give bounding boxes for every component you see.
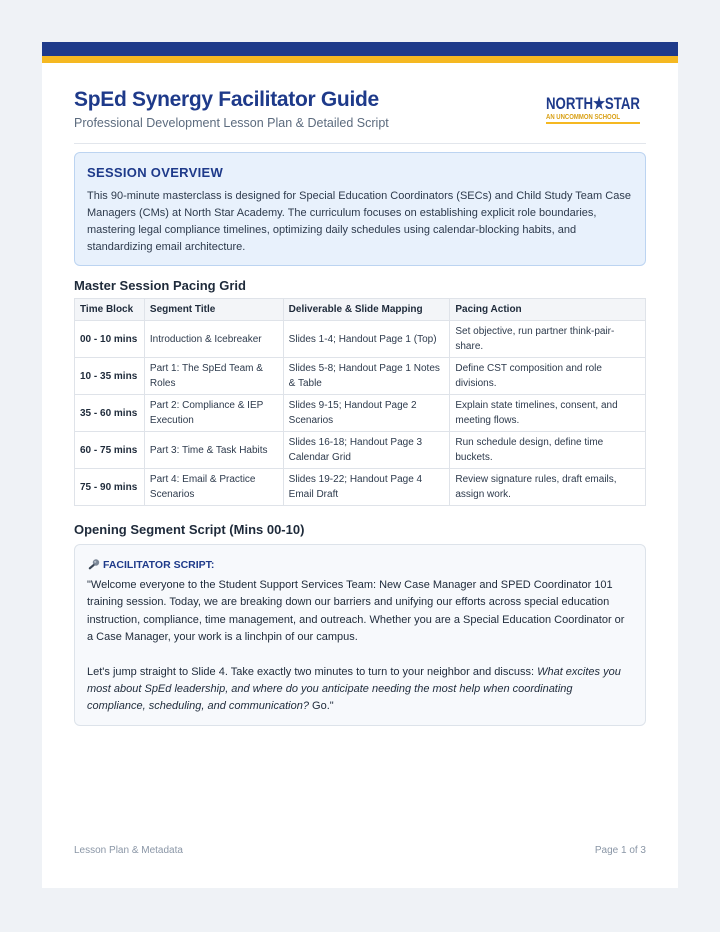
time-block-cell: 35 - 60 mins (75, 395, 145, 432)
segment-title-cell: Part 1: The SpEd Team & Roles (144, 358, 283, 395)
header-band-gold (42, 56, 678, 63)
facilitator-script-text (87, 577, 633, 716)
pacing-action-cell: Run schedule design, define time buckets. (450, 432, 646, 469)
script-closing-text: Go." (308, 700, 334, 713)
column-header: Deliverable & Slide Mapping (283, 299, 450, 321)
pacing-action-cell: Review signature rules, draft emails, assign work. (450, 469, 646, 506)
microphone-icon (87, 558, 101, 572)
pacing-action-cell: Set objective, run partner think-pair-share. (450, 321, 646, 358)
segment-title-cell: Part 4: Email & Practice Scenarios (144, 469, 283, 506)
opening-script-heading: Opening Segment Script (Mins 00-10) (74, 522, 305, 537)
facilitator-script-label: FACILITATOR SCRIPT: (103, 559, 215, 571)
table-row (75, 395, 646, 432)
time-block-cell: 60 - 75 mins (75, 432, 145, 469)
deliverable-cell: Slides 19-22; Handout Page 4 Email Draft (283, 469, 450, 506)
deliverable-cell: Slides 16-18; Handout Page 3 Calendar Grid (283, 432, 450, 469)
discussion-question: What excites you most about SpEd leadership, and where do you anticipate needing the most help when coordinating compliance, scheduling, and communication? (87, 665, 621, 713)
segment-title-cell: Part 3: Time & Task Habits (144, 432, 283, 469)
column-header: Time Block (75, 299, 145, 321)
document-subtitle: Professional Development Lesson Plan & Detailed Script (74, 116, 389, 130)
pacing-grid-heading: Master Session Pacing Grid (74, 278, 246, 293)
deliverable-cell: Slides 1-4; Handout Page 1 (Top) (283, 321, 450, 358)
table-row (75, 358, 646, 395)
facilitator-script-box (74, 544, 646, 726)
facilitator-script-label-row (87, 557, 633, 573)
pacing-grid-table (74, 298, 646, 506)
script-paragraph: "Welcome everyone to the Student Support Services Team: New Case Manager and SPED Coordinator 101 training session. Today, we are breaking down our barriers and unifying our efforts across special education instruction, compliance, time management, and outreach. Whether you are a Special Education Coordinator or a Case Manager, your work is a linchpin of our campus. (87, 579, 625, 644)
session-overview-heading: SESSION OVERVIEW (87, 165, 224, 180)
table-row (75, 432, 646, 469)
session-overview-box (74, 152, 646, 266)
table-header-row (75, 299, 646, 321)
svg-text:AN UNCOMMON SCHOOL: AN UNCOMMON SCHOOL (546, 114, 621, 121)
header-band-navy (42, 42, 678, 56)
segment-title-cell: Introduction & Icebreaker (144, 321, 283, 358)
deliverable-cell: Slides 9-15; Handout Page 2 Scenarios (283, 395, 450, 432)
table-row (75, 469, 646, 506)
column-header: Pacing Action (450, 299, 646, 321)
page-number: Page 1 of 3 (594, 845, 646, 856)
north-star-logo (546, 92, 642, 126)
time-block-cell: 10 - 35 mins (75, 358, 145, 395)
pacing-action-cell: Explain state timelines, consent, and meeting flows. (450, 395, 646, 432)
svg-text:NORTH★STAR: NORTH★STAR (546, 94, 640, 113)
session-overview-text: This 90-minute masterclass is designed for Special Education Coordinators (SECs) and Child Study Team Case Managers (CMs) at North Star Academy. The curriculum focuses on establishing explicit role boundaries, mastering legal compliance timelines, optimizing daily schedules using calendar-blocking habits, and standardizing email architecture. (87, 190, 631, 253)
column-header: Segment Title (144, 299, 283, 321)
document-title: SpEd Synergy Facilitator Guide (74, 88, 379, 111)
time-block-cell: 00 - 10 mins (75, 321, 145, 358)
deliverable-cell: Slides 5-8; Handout Page 1 Notes & Table (283, 358, 450, 395)
script-prompt-text: Let's jump straight to Slide 4. Take exactly two minutes to turn to your neighbor and discuss: (87, 665, 538, 678)
table-row (75, 321, 646, 358)
pacing-action-cell: Define CST composition and role divisions. (450, 358, 646, 395)
footer-label: Lesson Plan & Metadata (74, 845, 183, 856)
document-page (42, 42, 678, 888)
script-paragraph (87, 664, 633, 716)
document-header (74, 88, 646, 144)
segment-title-cell: Part 2: Compliance & IEP Execution (144, 395, 283, 432)
time-block-cell: 75 - 90 mins (75, 469, 145, 506)
